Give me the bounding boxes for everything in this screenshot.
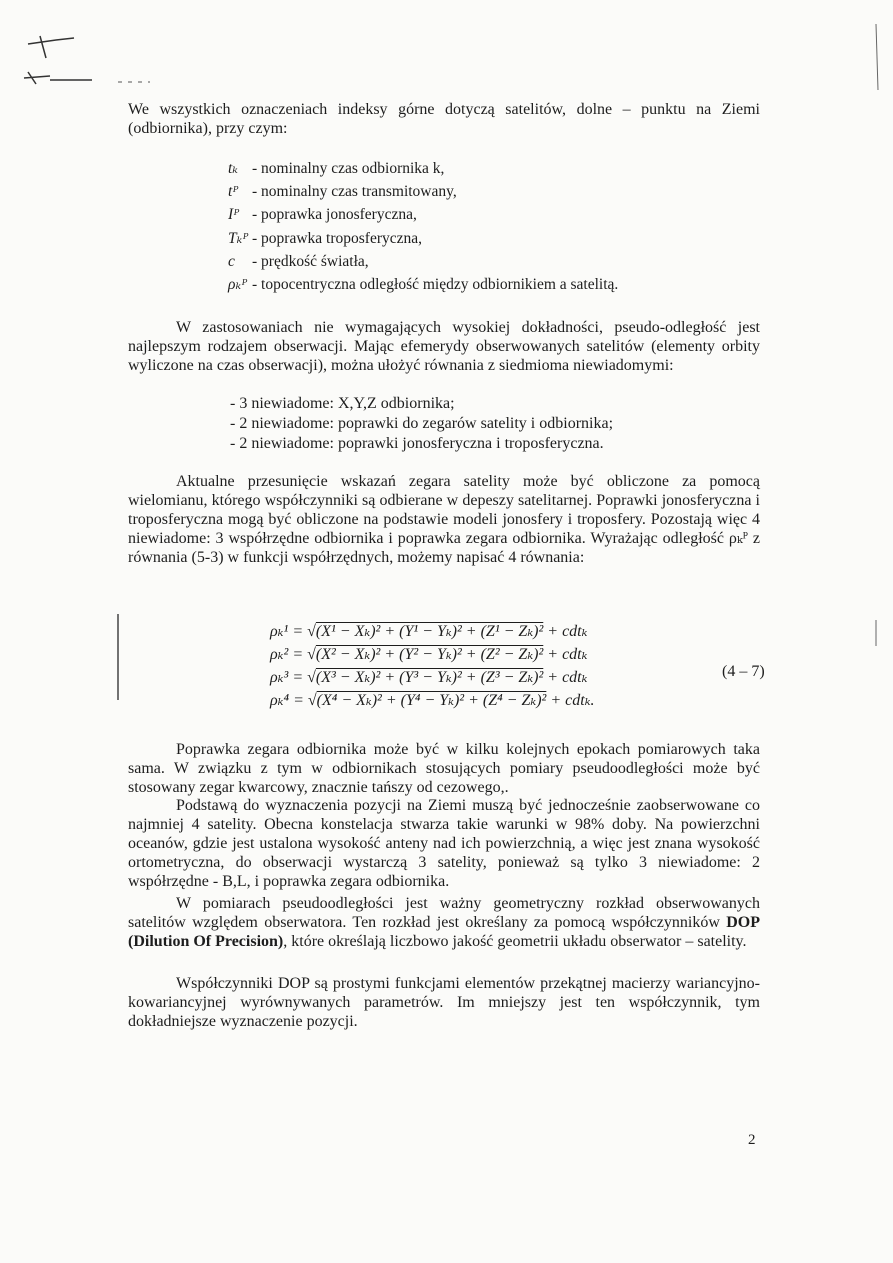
definition-text: - nominalny czas odbiornika k, (252, 160, 445, 177)
equation-row (270, 620, 595, 643)
equation-row (270, 666, 595, 689)
sqrt-icon: √ (307, 669, 316, 686)
handwritten-mark-icon (28, 36, 74, 58)
equation-block (270, 620, 595, 712)
paragraph-dop-coefficients: Współczynniki DOP są prostymi funkcjami elementów przekątnej macierzy wariancyjno-kowariancyjnej wyrównywanych parametrów. Im mniejszy jest ten współczynnik, tym dokładniejsze wyznaczenie pozycji. (128, 975, 760, 1030)
equation-number: (4 – 7) (722, 663, 765, 680)
equation-radicand: (X⁴ − Xₖ)² + (Y⁴ − Yₖ)² + (Z⁴ − Zₖ)² (316, 692, 547, 709)
unknowns-item: - 3 niewiadome: X,Y,Z odbiornika; (230, 395, 455, 412)
paragraph-clock-offset: Aktualne przesunięcie wskazań zegara satelity może być obliczone za pomocą wielomianu, którego współczynniki są odbierane w depeszy satelitarnej. Poprawki jonosferyczna i troposferyczna mogą być obliczone na podstawie modeli jonosfery i troposfery. Pozostają więc 4 niewiadome: 3 współrzędne odbiornika i poprawka zegara odbiornika. Wyrażając odległość ρₖᴾ z równania (5-3) w funkcji współrzędnych, możemy napisać 4 równania: (128, 473, 760, 566)
definition-symbol: c (228, 252, 235, 270)
unknowns-item: - 2 niewiadome: poprawki do zegarów satelity i odbiornika; (230, 415, 614, 432)
scan-edge-line (876, 24, 878, 90)
equation-radicand: (X² − Xₖ)² + (Y² − Yₖ)² + (Z² − Zₖ)² (315, 646, 544, 663)
handwritten-mark-icon (24, 72, 92, 84)
equation-radicand: (X³ − Xₖ)² + (Y³ − Yₖ)² + (Z³ − Zₖ)² (315, 669, 544, 686)
definition-item (228, 180, 618, 203)
definition-symbol: Tₖᴾ (228, 229, 249, 247)
unknowns-item: - 2 niewiadome: poprawki jonosferyczna i troposferyczna. (230, 435, 604, 452)
equation-lhs: ρₖ³ = (270, 669, 304, 686)
equation-lhs: ρₖ¹ = (270, 623, 304, 640)
definition-item (228, 250, 618, 273)
intro-paragraph: We wszystkich oznaczeniach indeksy górne dotyczą satelitów, dolne – punktu na Ziemi (odbiornika), przy czym: (128, 101, 760, 137)
equation-row (270, 643, 595, 666)
paragraph-receiver-clock: Poprawka zegara odbiornika może być w kilku kolejnych epokach pomiarowych taka sama. W związku z tym w odbiornikach stosujących pomiary pseudoodległości może być stosowany zegar kwarcowy, znacznie tańszy od cezowego,. (128, 741, 760, 796)
paragraph-dop (128, 894, 760, 951)
sqrt-icon: √ (307, 692, 317, 709)
page-number: 2 (748, 1132, 756, 1148)
definition-symbol: ρₖᴾ (228, 276, 248, 294)
definition-symbol: tᴾ (228, 183, 239, 201)
paragraph-satellite-count: Podstawą do wyznaczenia pozycji na Ziemi muszą być jednocześnie zaobserwowane co najmniej 4 satelity. Obecna konstelacja stwarza takie warunki w 98% doby. Na powierzchni oceanów, gdzie jest ustalona wysokość anteny nad ich powierzchnią, a więc jest znana wysokość ortometryczna, do obserwacji wystarczą 3 satelity, ponieważ są tylko 3 niewiadome: 2 współrzędne - B,L, i poprawka zegara odbiornika. (128, 797, 760, 890)
definition-symbol: tₖ (228, 160, 238, 177)
sqrt-icon: √ (307, 623, 316, 640)
definition-text: - topocentryczna odległość między odbiornikiem a satelitą. (252, 276, 619, 294)
definition-text: - prędkość światła, (252, 252, 369, 270)
equation-tail: + cdtₖ. (550, 692, 595, 709)
equation-row (270, 689, 595, 712)
equation-tail: + cdtₖ (547, 623, 588, 640)
dop-text-end: , które określają liczbowo jakość geometrii układu obserwator – satelity. (283, 933, 747, 950)
sqrt-icon: √ (307, 646, 316, 663)
equation-lhs: ρₖ⁴ = (270, 692, 304, 709)
definition-symbol: Iᴾ (228, 206, 240, 224)
equation-lhs: ρₖ² = (270, 646, 304, 663)
definition-item (228, 203, 618, 226)
dop-text-start: W pomiarach pseudoodległości jest ważny geometryczny rozkład obserwowanych satelitów względem obserwatora. Ten rozkład jest określany za pomocą współczynników (128, 895, 760, 931)
equation-radicand: (X¹ − Xₖ)² + (Y¹ − Yₖ)² + (Z¹ − Zₖ)² (315, 623, 544, 640)
definition-item (228, 157, 618, 180)
definition-list (228, 157, 618, 296)
paragraph-observations: W zastosowaniach nie wymagających wysokiej dokładności, pseudo-odległość jest najlepszym rodzajem obserwacji. Mając efemerydy obserwowanych satelitów (elementy orbity wyliczone na czas obserwacji), można ułożyć równania z siedmioma niewiadomymi: (128, 319, 760, 374)
definition-text: - poprawka troposferyczna, (252, 229, 422, 247)
equation-tail: + cdtₖ (547, 646, 588, 663)
dop-term: DOP (Dilution Of Precision) (128, 914, 760, 950)
unknowns-list (230, 394, 613, 454)
definition-item (228, 273, 618, 296)
definition-text: - poprawka jonosferyczna, (252, 206, 417, 224)
definition-item (228, 227, 618, 250)
definition-text: - nominalny czas transmitowany, (252, 183, 457, 201)
equation-tail: + cdtₖ (547, 669, 588, 686)
